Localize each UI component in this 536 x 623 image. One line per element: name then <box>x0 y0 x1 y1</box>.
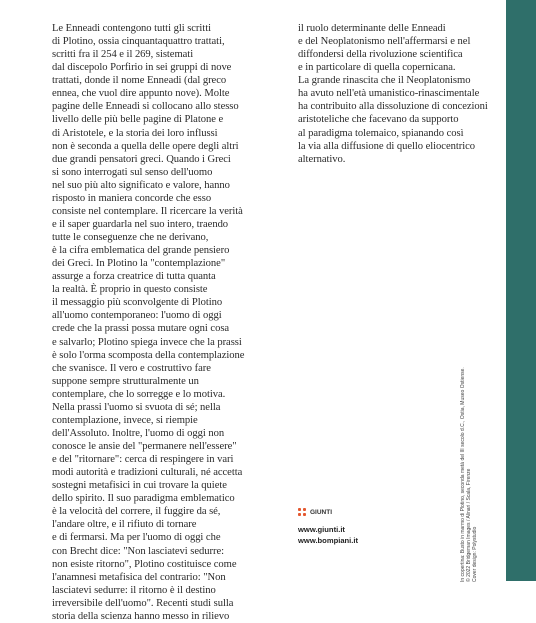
text-line: contemplare, che lo sorregge e lo motiva. <box>52 388 226 400</box>
text-line: è la velocità del correre, il fuggire da sé, <box>52 506 221 518</box>
text-line: e in particolare di quella copernicana. <box>298 62 456 74</box>
blurb-left-column <box>52 22 284 623</box>
text-line: all'uomo contemporaneo: l'uomo di oggi <box>52 310 222 322</box>
text-line: tutte le conseguenze che ne derivano, <box>52 232 209 243</box>
text-line: l'anamnesi metafisica del contrario: "Non <box>52 571 226 583</box>
text-line: non esiste ritorno", Plotino costituisce come <box>52 558 237 570</box>
text-line: Le Enneadi contengono tutti gli scritti <box>52 23 211 34</box>
text-line: e del "ritornare": cerca di respingere in vari <box>52 454 234 466</box>
publisher-block <box>298 508 358 546</box>
credit-line: © 2022 Bridgeman Images / Alinari / Scala, Firenze <box>466 468 473 582</box>
text-line: storia della scienza hanno messo in rilievo <box>52 610 230 622</box>
text-line: irreversibile dell'uomo". Recenti studi sulla <box>52 597 234 609</box>
credit-line: Cover design: Polystudio <box>472 526 479 582</box>
text-line: diffondersi della rivoluzione scientifica <box>298 49 463 61</box>
text-line: e del Neoplatonismo nell'affermarsi e nel <box>298 36 471 48</box>
text-line: e il saper guardarla nel suo intero, traendo <box>52 218 229 230</box>
text-line: è solo l'orma scomposta della contemplazione <box>52 349 245 361</box>
text-line: ha contribuito alla dissoluzione di concezioni <box>298 101 488 113</box>
text-line: consiste nel contemplare. Il ricercare la verità <box>52 205 243 217</box>
text-line: dell'Assoluto. Inoltre, l'uomo di oggi non <box>52 427 225 439</box>
text-line: livello delle più belle pagine di Platone e <box>52 114 224 126</box>
giunti-logo-icon <box>298 508 307 517</box>
giunti-logo <box>298 508 358 517</box>
text-line: pagine delle Enneadi si collocano allo stesso <box>52 101 239 113</box>
text-line: La grande rinascita che il Neoplatonismo <box>298 75 471 87</box>
text-line: che svanisce. Il vero e costruttivo fare <box>52 362 211 374</box>
text-line: scritti fra il 254 e il 269, sistemati <box>52 49 194 61</box>
text-line: alternativo. <box>298 153 346 165</box>
text-line: dello spirito. Il suo paradigma emblematico <box>52 493 235 505</box>
cover-credits <box>460 367 479 582</box>
text-line: suppone sempre strutturalmente un <box>52 375 199 387</box>
text-line: di Plotino, ossia cinquantaquattro trattati, <box>52 36 225 48</box>
text-line: due grandi pensatori greci. Quando i Greci <box>52 153 231 165</box>
text-line: contemplazione, invece, si riempie <box>52 414 198 426</box>
text-line: il messaggio più sconvolgente di Plotino <box>52 297 223 309</box>
text-line: il ruolo determinante delle Enneadi <box>298 23 446 34</box>
text-line: l'andare oltre, e il rifiuto di tornare <box>52 519 197 531</box>
text-line: sostegni metafisici in cui trovare la quiete <box>52 480 227 492</box>
text-line: crede che la prassi possa mutare ogni cosa <box>52 323 230 335</box>
text-line: risposto in maniera concorde che esso <box>52 192 212 204</box>
text-line: è la cifra emblematica del grande pensiero <box>52 245 230 257</box>
text-line: trattati, donde il nome Enneadi (dal greco <box>52 75 227 87</box>
publisher-url-giunti[interactable]: www.giunti.it <box>298 525 345 534</box>
text-line: assurge a forza creatrice di tutta quanta <box>52 271 216 283</box>
text-line: non è seconda a quella delle opere degli altri <box>52 140 239 152</box>
text-line: dal discepolo Porfirio in sei gruppi di nove <box>52 62 232 74</box>
cover-spine-band <box>506 0 536 581</box>
credit-line: In copertina: Busto in marmo di Plotino, seconda metà del III secolo d.C., Ostia, Museo Ostiense. <box>460 367 466 582</box>
giunti-logo-text: GIUNTI <box>310 509 333 516</box>
publisher-url-bompiani[interactable]: www.bompiani.it <box>298 535 359 545</box>
blurb-right-column <box>298 22 498 166</box>
text-line: ha avuto nell'età umanistico-rinascimentale <box>298 88 480 100</box>
text-line: lasciatevi sedurre: il ritorno è il destino <box>52 584 216 596</box>
text-line: la realtà. È proprio in questo consiste <box>52 284 208 296</box>
text-line: aristoteliche che facevano da supporto <box>298 114 459 126</box>
text-line: e salvarlo; Plotino spiega invece che la prassi <box>52 336 242 348</box>
text-line: la via alla diffusione di quello eliocentrico <box>298 140 476 152</box>
text-line: conosce le ansie del "permanere nell'essere" <box>52 441 237 452</box>
text-line: modi autorità e tradizioni culturali, né accetta <box>52 467 243 479</box>
text-line: e di fermarsi. Ma per l'uomo di oggi che <box>52 532 221 544</box>
text-line: al paradigma tolemaico, spianando così <box>298 127 464 139</box>
text-line: con Brecht dice: "Non lasciatevi sedurre: <box>52 545 225 557</box>
text-line: ennea, che vuol dire appunto nove). Molte <box>52 88 230 100</box>
text-line: di Aristotele, e la storia dei loro influssi <box>52 127 218 139</box>
text-line: dei Greci. In Plotino la "contemplazione" <box>52 258 226 270</box>
text-line: si sono interrogati sul senso dell'uomo <box>52 166 213 178</box>
text-line: Nella prassi l'uomo si svuota di sé; nella <box>52 401 221 413</box>
text-line: nel suo più alto significato e valore, hanno <box>52 179 230 191</box>
